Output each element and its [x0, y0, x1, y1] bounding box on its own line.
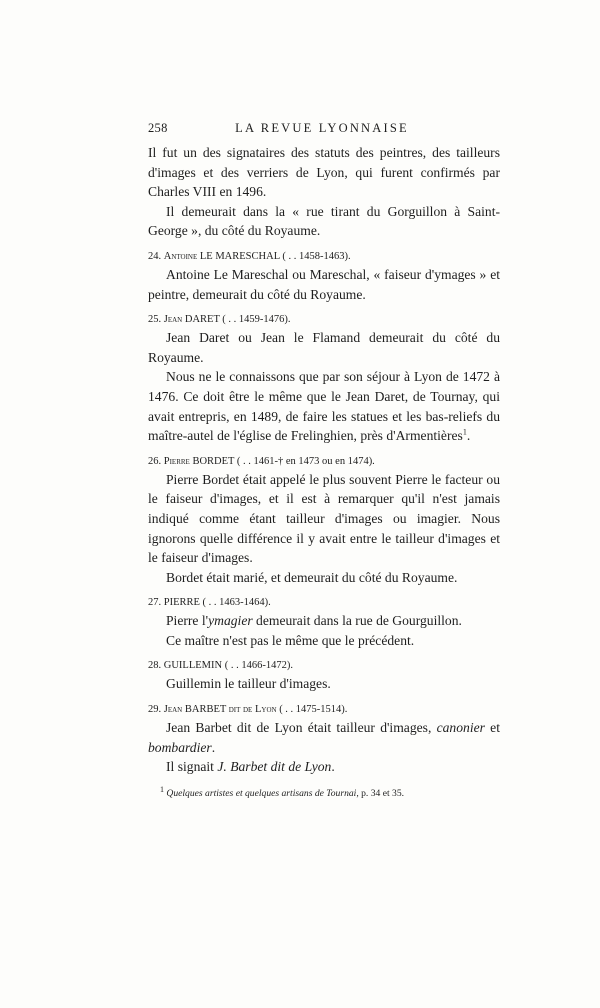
- text-run: Il signait: [166, 759, 218, 775]
- footnote: [160, 784, 500, 801]
- entry-dates: ( . . 1461-† en 1473 ou en 1474).: [236, 455, 375, 467]
- paragraph-text: Nous ne le connaissons que par son séjour à Lyon de 1472 à 1476. Ce doit être le même que le Jean Daret, de Tournay, qui avait entrepris, en 1489, de faire les statues et les bas-reliefs du maître-autel de l'église de Frelinghien, près d'Armentières: [148, 369, 500, 444]
- paragraph: [148, 718, 500, 757]
- entry-dates: ( . . 1459-1476).: [222, 314, 291, 326]
- entry-dates: ( . . 1475-1514).: [279, 704, 348, 716]
- entry-first-name: Jean: [163, 314, 183, 326]
- entry-surname: LE MARESCHAL: [199, 250, 280, 262]
- paragraph: Nous ne le connaissons que par son séjour à Lyon de 1472 à 1476. Ce doit être le même que le Jean Daret, de Tournay, qui avait entrepris, en 1489, de faire les statues et les bas-reliefs du maître-autel de l'église de Frelinghien, près d'Armentières$^1$.: [148, 369, 500, 444]
- paragraph: Ce maître n'est pas le même que le précédent.: [166, 632, 415, 648]
- entry-number: 25.: [148, 314, 162, 326]
- entry-number: 28.: [148, 660, 162, 672]
- text-run: demeurait dans la rue de Gourguillon.: [252, 613, 462, 629]
- paragraph: Antoine Le Mareschal ou Mareschal, « faiseur d'ymages » et peintre, demeurait du côté du Royaume.: [148, 266, 500, 302]
- paragraph: Jean Daret ou Jean le Flamand demeurait du côté du Royaume.: [148, 330, 500, 365]
- entry-dates: ( . . 1458-1463).: [282, 250, 351, 262]
- italic-text: J. Barbet dit de Lyon: [217, 759, 332, 775]
- page-number: 258: [148, 121, 168, 135]
- running-header: [148, 121, 496, 137]
- footnote-text: , p. 34 et 35.: [356, 788, 405, 799]
- entry-heading: [148, 657, 500, 674]
- entry-heading: [148, 701, 500, 718]
- entry-first-name: Pierre: [163, 455, 190, 467]
- italic-text: canonier: [436, 720, 485, 736]
- text-run: et: [484, 720, 500, 736]
- entry-lyon: Lyon: [254, 704, 277, 716]
- entry-number: 29.: [148, 704, 162, 716]
- entry-heading: [148, 311, 500, 328]
- entry-first-name: Antoine: [163, 250, 198, 262]
- text-run: .: [211, 739, 216, 755]
- entry-surname: BORDET: [192, 455, 235, 467]
- paragraph: Il fut un des signataires des statuts des peintres, des tailleurs d'images et des verriers de Lyon, qui furent confirmés par Charles VIII en 1496.: [148, 145, 500, 200]
- entry-surname: GUILLEMIN: [163, 660, 223, 672]
- entry-surname: BARBET: [184, 704, 227, 716]
- entry-heading: [148, 594, 500, 611]
- italic-text: bombardier: [148, 739, 212, 755]
- entry-number: 27.: [148, 597, 162, 609]
- running-title: LA REVUE LYONNAISE: [235, 121, 409, 135]
- paragraph: Il demeurait dans la « rue tirant du Gorguillon à Saint-George », du côté du Royaume.: [148, 203, 500, 239]
- entry-first-name: Jean: [163, 704, 183, 716]
- paragraph: Pierre Bordet était appelé le plus souvent Pierre le facteur ou le faiseur d'images, et il est à remarquer qu'il n'est jamais indiqué comme étant tailleur d'images ou imagier. Nous ignorons quelle différence il y avait entre le tailleur d'images et le faiseur d'images.: [148, 471, 500, 566]
- entry-dates: ( . . 1466-1472).: [224, 660, 293, 672]
- italic-text: ymagier: [208, 613, 253, 629]
- text-run: Jean Barbet dit de Lyon était tailleur d'images,: [166, 720, 437, 736]
- entry-surname: PIERRE: [163, 597, 200, 609]
- entry-dates: ( . . 1463-1464).: [202, 597, 271, 609]
- paragraph: [148, 757, 500, 777]
- text-run: .: [331, 759, 335, 775]
- paragraph: Bordet était marié, et demeurait du côté du Royaume.: [166, 569, 458, 585]
- entry-number: 24.: [148, 250, 162, 262]
- entry-number: 26.: [148, 455, 162, 467]
- entry-dit: dit de: [228, 704, 253, 716]
- paragraph: Guillemin le tailleur d'images.: [166, 676, 331, 692]
- footnote-title: Quelques artistes et quelques artisans de Tournai: [166, 788, 357, 799]
- entry-surname: DARET: [184, 314, 220, 326]
- entry-heading: [148, 248, 500, 265]
- footnote-reference: 1: [462, 427, 467, 437]
- paragraph: [148, 611, 500, 631]
- body-text: [148, 143, 500, 777]
- footnote-marker: 1: [160, 784, 164, 794]
- text-run: Pierre l': [166, 613, 209, 629]
- entry-heading: [148, 453, 500, 470]
